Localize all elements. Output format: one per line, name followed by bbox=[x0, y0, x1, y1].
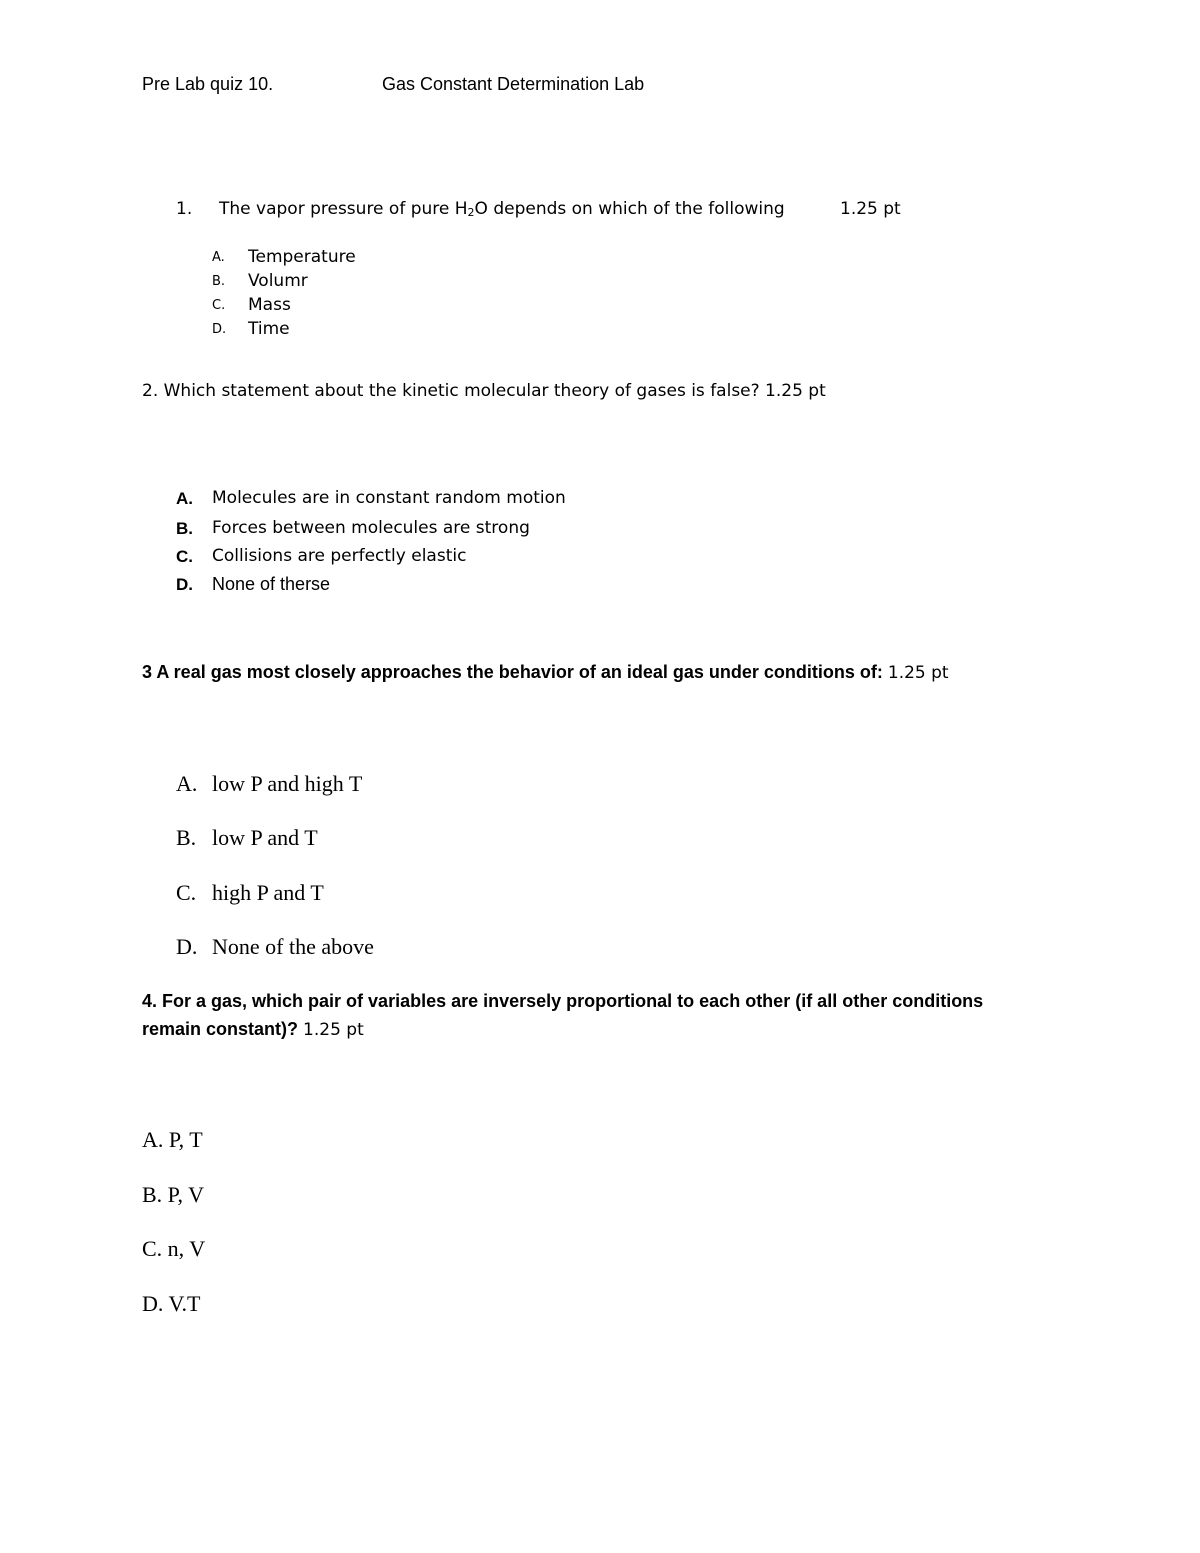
quiz-label: Pre Lab quiz 10. bbox=[142, 74, 274, 94]
option-text: Forces between molecules are strong bbox=[212, 518, 530, 538]
option-text: Temperature bbox=[248, 247, 356, 267]
option-text: D. V.T bbox=[142, 1291, 201, 1316]
option-text: None of the above bbox=[212, 934, 374, 959]
option-text: low P and high T bbox=[212, 771, 363, 796]
option-text: None of therse bbox=[212, 574, 331, 594]
question-3-body: 3 A real gas most closely approaches the behavior of an ideal gas under conditions of: bbox=[142, 662, 883, 682]
question-4-body: remain constant)? bbox=[142, 1019, 299, 1039]
question-1-subscript: 2 bbox=[467, 206, 475, 219]
question-1-text-after: O depends on which of the following bbox=[474, 199, 785, 219]
option-letter: C. bbox=[212, 298, 226, 313]
question-4-line-2 bbox=[142, 1019, 364, 1040]
option-letter: B. bbox=[176, 519, 193, 538]
question-4-line-1: 4. For a gas, which pair of variables are inversely proportional to each other (if all other conditions bbox=[142, 991, 984, 1011]
option-letter: A. bbox=[176, 489, 193, 508]
option-letter: B. bbox=[176, 825, 197, 850]
option-text: Molecules are in constant random motion bbox=[212, 488, 566, 508]
option-text: Collisions are perfectly elastic bbox=[212, 546, 467, 566]
option-letter: B. bbox=[212, 274, 226, 289]
option-letter: C. bbox=[176, 547, 193, 566]
option-letter: A. bbox=[176, 771, 198, 796]
question-1-points: 1.25 pt bbox=[840, 199, 901, 219]
option-letter: C. bbox=[176, 880, 197, 905]
question-3-text bbox=[142, 662, 949, 683]
option-text: Time bbox=[248, 319, 290, 339]
question-2-text: 2. Which statement about the kinetic molecular theory of gases is false? 1.25 pt bbox=[142, 381, 826, 401]
option-letter: D. bbox=[212, 322, 227, 337]
option-text: A. P, T bbox=[142, 1127, 203, 1152]
option-letter: D. bbox=[176, 934, 198, 959]
option-text: high P and T bbox=[212, 880, 324, 905]
option-text: Mass bbox=[248, 295, 291, 315]
option-letter: D. bbox=[176, 575, 193, 594]
question-1-text-before: The vapor pressure of pure H bbox=[219, 199, 468, 219]
option-text: low P and T bbox=[212, 825, 318, 850]
option-letter: A. bbox=[212, 250, 225, 265]
option-text: C. n, V bbox=[142, 1236, 206, 1261]
question-3-points: 1.25 pt bbox=[887, 663, 949, 683]
lab-title: Gas Constant Determination Lab bbox=[382, 74, 645, 94]
question-1-number: 1. bbox=[176, 199, 193, 219]
option-text: Volumr bbox=[248, 271, 308, 291]
option-text: B. P, V bbox=[142, 1182, 204, 1207]
question-4-points: 1.25 pt bbox=[303, 1020, 364, 1040]
question-1-text bbox=[219, 199, 785, 219]
